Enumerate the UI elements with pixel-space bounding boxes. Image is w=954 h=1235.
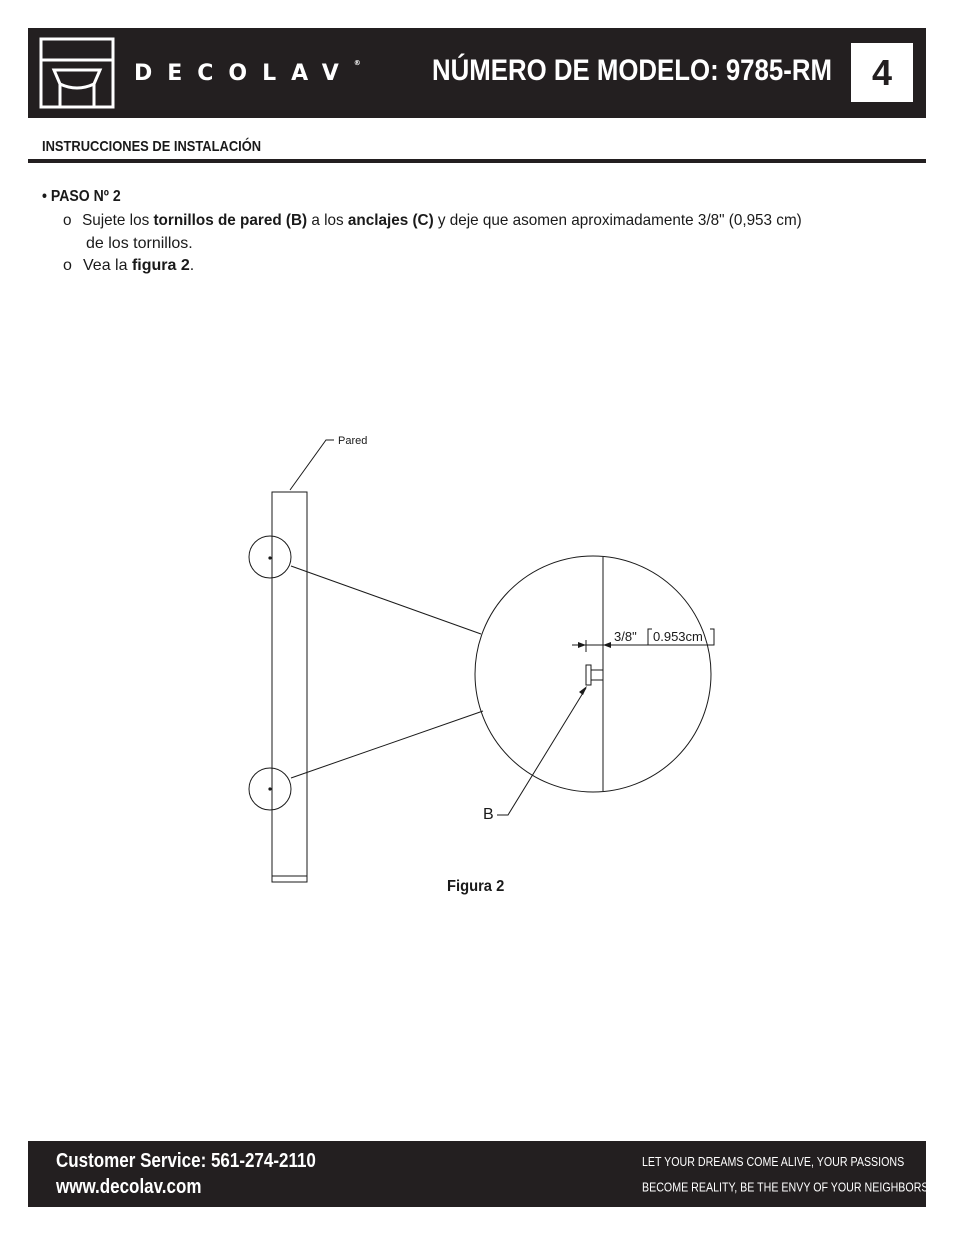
customer-service-phone: Customer Service: 561-274-2110 (56, 1150, 316, 1172)
dimension-bracket-right (710, 629, 714, 645)
footer-bar (28, 1141, 934, 1207)
wall-label: Pared (338, 435, 368, 447)
figure-caption: Figura 2 (447, 878, 505, 895)
dimension-metric: 0.953cm (653, 629, 703, 644)
wall-leader (290, 440, 334, 490)
screw-shank (591, 670, 603, 680)
instruction-line-1: o Sujete los tornillos de pared (B) a los anclajes (C) y deje que asomen aproximadamente 3/8" (0,953 cm) (63, 212, 802, 229)
instruction-line-3: o Vea la figura 2. (63, 257, 195, 274)
part-b-label: B (483, 806, 494, 823)
dimension-label: 3/8" (614, 629, 637, 644)
instruction-line-2: de los tornillos. (86, 235, 193, 252)
step-title: • PASO Nº 2 (42, 188, 121, 205)
dimension-bracket-left (648, 629, 652, 645)
tagline-line-2: BECOME REALITY, BE THE ENVY OF YOUR NEIGHBORS® (642, 1179, 934, 1195)
screw-head (586, 665, 591, 685)
section-title: INSTRUCCIONES DE INSTALACIÓN (42, 138, 262, 155)
list-bullet: o (63, 257, 72, 274)
brand-name: DECOLAV® (134, 59, 361, 86)
magnified-view-circle (475, 556, 711, 792)
model-title: NÚMERO DE MODELO: 9785-RM (432, 54, 832, 87)
list-bullet: o (63, 212, 72, 229)
tagline-line-1: LET YOUR DREAMS COME ALIVE, YOUR PASSIONS (642, 1154, 905, 1169)
website-link[interactable]: www.decolav.com (56, 1176, 202, 1198)
page-number: 4 (871, 52, 893, 93)
screw-b-leader (497, 688, 586, 815)
